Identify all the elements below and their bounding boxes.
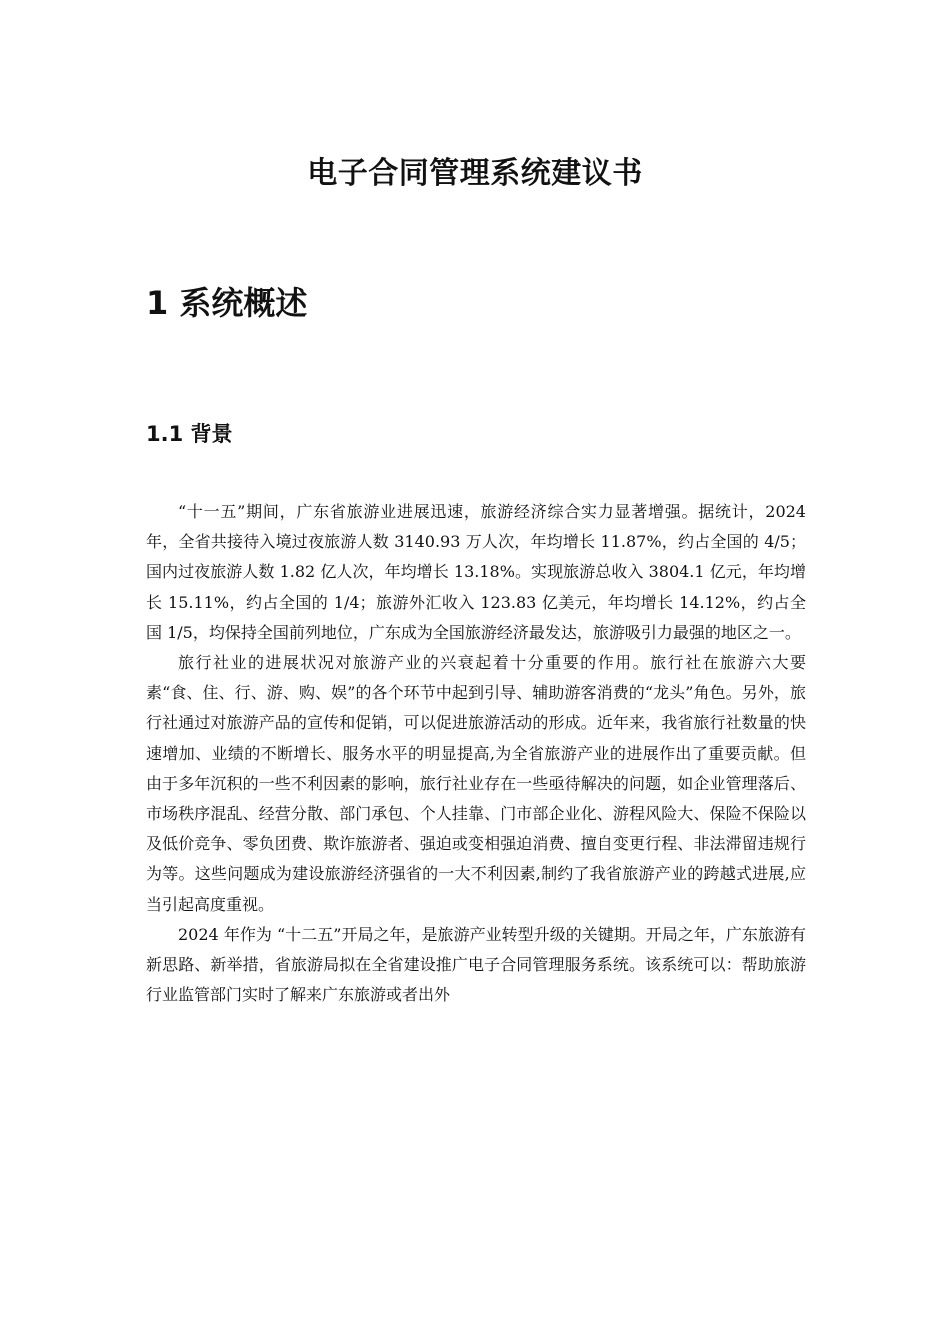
section-heading-system-overview: 1 系统概述 [146,284,308,322]
paragraph: “十一五”期间，广东省旅游业进展迅速，旅游经济综合实力显著增强。据统计，2024 年，全省共接待入境过夜旅游人数 3140.93 万人次，年均增长 11.87%，约占全国的 4/5；国内过夜旅游人数 1.82 亿人次，年均增长 13.18%。实现旅游总收入 3804.1 亿元，年均增长 15.11%，约占全国的 1/4；旅游外汇收入 123.83 亿美元，年均增长 14.12%，约占全国 1/5，均保持全国前列地位，广东成为全国旅游经济最发达，旅游吸引力最强的地区之一。 [146,502,806,642]
subsection-heading-background: 1.1 背景 [146,422,233,446]
background-body [146,497,806,1010]
document-title: 电子合同管理系统建议书 [307,156,643,191]
paragraph: 2024 年作为 “十二五”开局之年，是旅游产业转型升级的关键期。开局之年，广东旅游有新思路、新举措，省旅游局拟在全省建设推广电子合同管理服务系统。该系统可以：帮助旅游行业监管部门实时了解来广东旅游或者出外 [146,924,806,1005]
paragraph: 旅行社业的进展状况对旅游产业的兴衰起着十分重要的作用。旅行社在旅游六大要素“食、住、行、游、购、娱”的各个环节中起到引导、辅助游客消费的“龙头”角色。另外，旅行社通过对旅游产品的宣传和促销，可以促进旅游活动的形成。近年来，我省旅行社数量的快速增加、业绩的不断增长、服务水平的明显提高,为全省旅游产业的进展作出了重要贡献。但由于多年沉积的一些不利因素的影响，旅行社业存在一些亟待解决的问题，如企业管理落后、市场秩序混乱、经营分散、部门承包、个人挂靠、门市部企业化、游程风险大、保险不保险以及低价竞争、零负团费、欺诈旅游者、强迫或变相强迫消费、擅自变更行程、非法滞留违规行为等。这些问题成为建设旅游经济强省的一大不利因素,制约了我省旅游产业的跨越式进展,应当引起高度重视。 [146,653,806,914]
